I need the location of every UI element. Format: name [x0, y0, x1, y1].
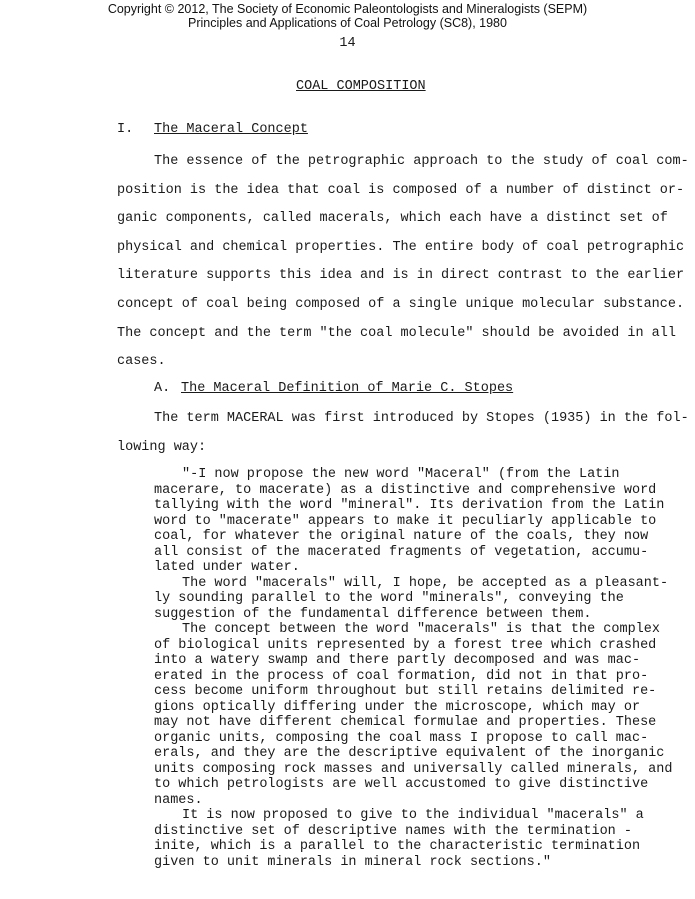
quote-line: organic units, composing the coal mass I propose to call mac-: [154, 730, 649, 746]
paragraph-line: literature supports this idea and is in direct contrast to the earlier: [117, 268, 685, 284]
quote-line: word to "macerate" appears to make it peculiarly applicable to: [154, 513, 657, 529]
quote-line: suggestion of the fundamental difference between them.: [154, 606, 592, 622]
subsection-number: A.: [154, 381, 171, 396]
quote-line: gions optically differing under the microscope, which may or: [154, 699, 641, 715]
paragraph-maceral-concept: [117, 148, 689, 377]
quote-line: tallying with the word "mineral". Its derivation from the Latin: [154, 498, 665, 513]
quote-line: cess become uniform throughout but still retains delimited re-: [154, 684, 657, 699]
paragraph-line: concept of coal being composed of a single unique molecular substance.: [117, 296, 685, 312]
paragraph-line: position is the idea that coal is composed of a number of distinct or-: [117, 182, 685, 198]
quote-line: erals, and they are the descriptive equivalent of the inorganic: [154, 746, 665, 761]
quote-line: coal, for whatever the original nature of the coals, they now: [154, 529, 649, 544]
quote-line: distinctive set of descriptive names with the termination -: [154, 823, 632, 839]
paragraph-line: The term MACERAL was first introduced by Stopes (1935) in the fol-: [154, 411, 689, 426]
quote-line: given to unit minerals in mineral rock sections.": [154, 854, 551, 870]
copyright-notice: [0, 2, 695, 30]
section-number: I.: [117, 122, 134, 137]
quote-line: It is now proposed to give to the individual "macerals" a: [182, 808, 644, 823]
paragraph-line: The concept and the term "the coal molecule" should be avoided in all: [117, 325, 676, 341]
paragraph-line: physical and chemical properties. The entire body of coal petrographic: [117, 239, 685, 255]
quote-line: "-I now propose the new word "Maceral" (from the Latin: [182, 467, 620, 482]
quote-line: to which petrologists are well accustomed to give distinctive: [154, 777, 649, 792]
block-quote-stopes: [154, 467, 672, 870]
quote-line: erated in the process of coal formation, did not in that pro-: [154, 668, 649, 684]
quote-line: lated under water.: [154, 560, 300, 575]
page-number: 14: [339, 36, 356, 51]
quote-line: The word "macerals" will, I hope, be accepted as a pleasant-: [182, 575, 669, 591]
page-title: COAL COMPOSITION: [296, 79, 426, 94]
section-title: The Maceral Concept: [154, 122, 308, 137]
copyright-line-2: Principles and Applications of Coal Petrology (SC8), 1980: [188, 16, 507, 30]
paragraph-line: The essence of the petrographic approach to the study of coal com-: [154, 154, 689, 169]
quote-line: inite, which is a parallel to the characteristic termination: [154, 839, 641, 854]
paragraph-line: ganic components, called macerals, which each have a distinct set of: [117, 211, 668, 227]
paragraph-stopes-intro: [117, 405, 689, 462]
quote-line: names.: [154, 792, 203, 808]
quote-line: ly sounding parallel to the word "minerals", conveying the: [154, 591, 624, 606]
quote-line: into a watery swamp and there partly decomposed and was mac-: [154, 653, 641, 668]
subsection-title: The Maceral Definition of Marie C. Stopes: [181, 381, 514, 396]
quote-line: all consist of the macerated fragments of vegetation, accumu-: [154, 544, 649, 560]
paragraph-line: lowing way:: [117, 439, 207, 455]
quote-line: units composing rock masses and universally called minerals, and: [154, 761, 673, 777]
quote-line: The concept between the word "macerals" is that the complex: [182, 622, 660, 637]
paragraph-line: cases.: [117, 354, 166, 370]
quote-line: macerare, to macerate) as a distinctive and comprehensive word: [154, 482, 657, 498]
quote-line: of biological units represented by a forest tree which crashed: [154, 637, 657, 653]
quote-line: may not have different chemical formulae and properties. These: [154, 715, 657, 730]
copyright-line-1: Copyright © 2012, The Society of Economic Paleontologists and Mineralogists (SEPM): [107, 2, 588, 16]
